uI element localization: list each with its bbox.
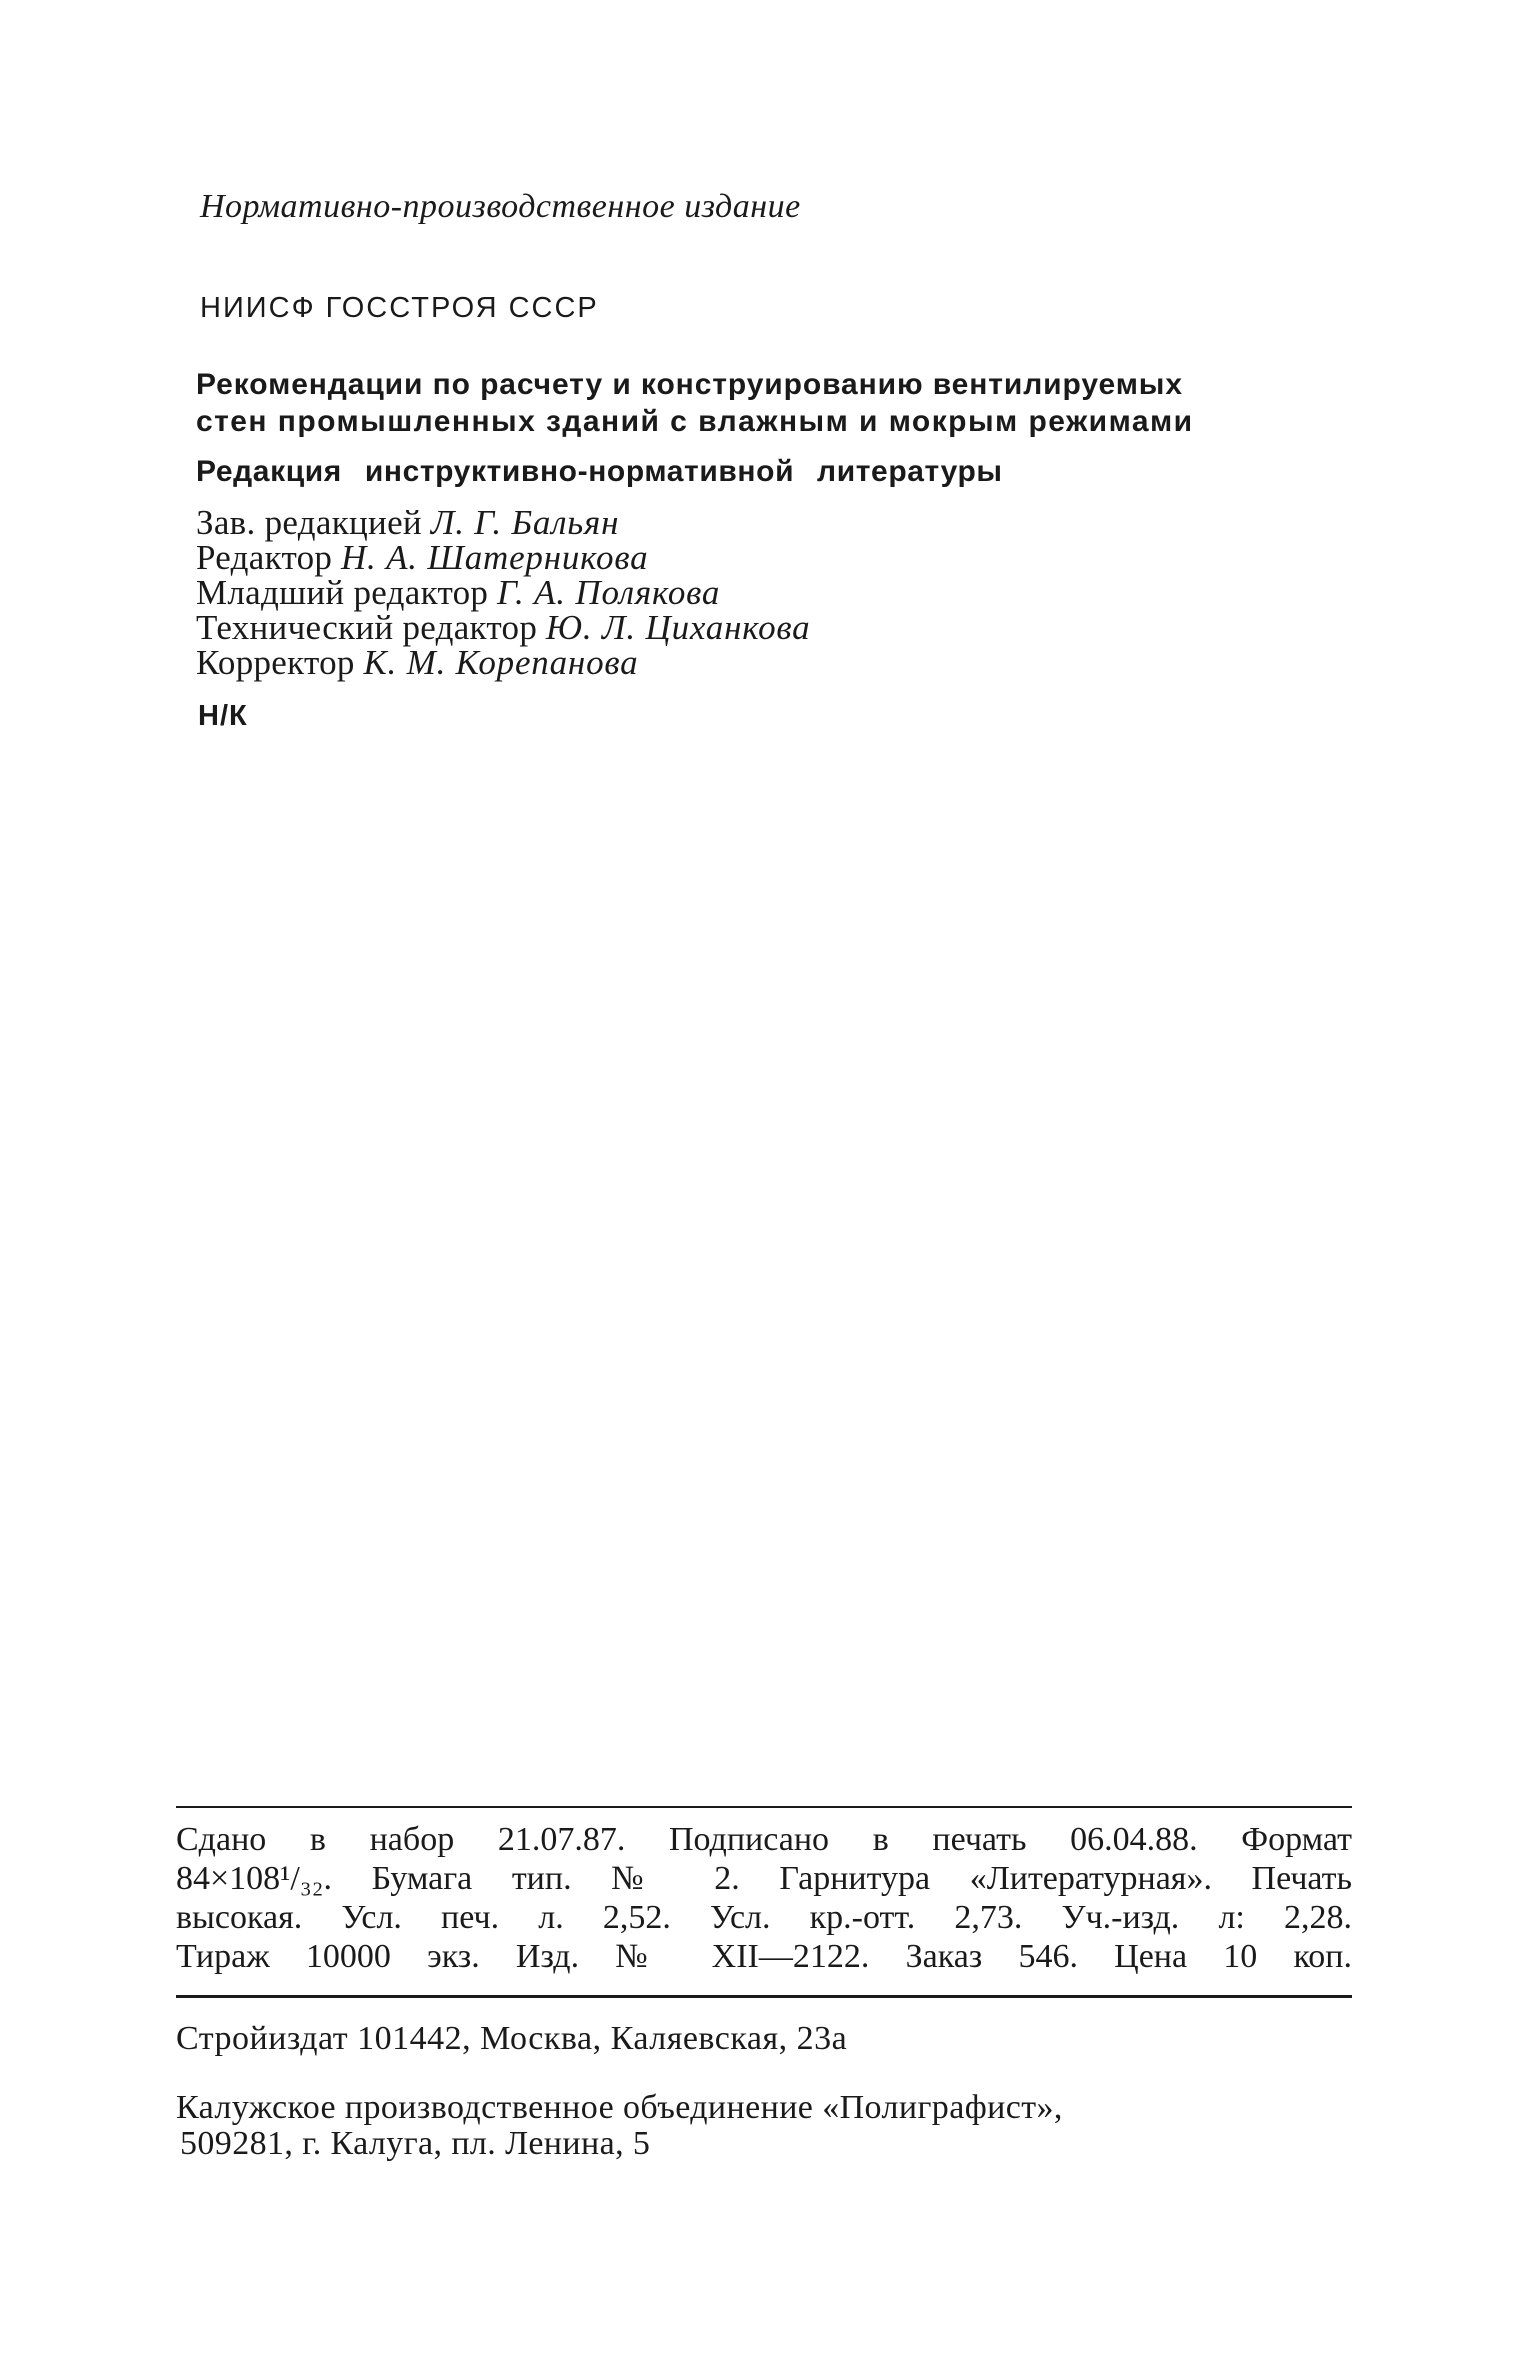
staff-row (196, 575, 810, 610)
print-imprint (176, 1820, 1352, 1976)
redaction-name: Редакция инструктивно-нормативной литературы (196, 455, 1003, 488)
imprint-bottom-rule (176, 1995, 1352, 1998)
printer-line: 509281, г. Калуга, пл. Ленина, 5 (180, 2125, 651, 2162)
organization: НИИСФ ГОССТРОЯ СССР (200, 292, 599, 324)
staff-row (196, 505, 810, 540)
staff-role: Технический редактор (196, 608, 538, 647)
imprint-line: Тираж 10000 экз. Изд. № XII—2122. Заказ 546. Цена 10 коп. (176, 1938, 1352, 1975)
edition-type: Нормативно-производственное издание (200, 188, 801, 225)
staff-name: К. М. Корепанова (363, 643, 639, 682)
title-line: Рекомендации по расчету и конструированию вентилируемых (196, 368, 1183, 401)
staff-role: Редактор (196, 538, 333, 577)
staff-name: Ю. Л. Циханкова (545, 608, 811, 647)
staff-name: Л. Г. Бальян (430, 503, 620, 542)
document-title (196, 366, 1276, 440)
imprint-top-rule (176, 1806, 1352, 1808)
staff-row (196, 645, 810, 680)
staff-role: Корректор (196, 643, 355, 682)
staff-name: Н. А. Шатерникова (340, 538, 649, 577)
staff-name: Г. А. Полякова (496, 573, 721, 612)
printer-line: Калужское производственное объединение «Полиграфист», (176, 2089, 1063, 2126)
imprint-line: Сдано в набор 21.07.87. Подписано в печать 06.04.88. Формат (176, 1821, 1352, 1858)
printer-address (176, 2090, 1063, 2162)
staff-row (196, 540, 810, 575)
staff-role: Младший редактор (196, 573, 489, 612)
editorial-staff (196, 505, 810, 680)
staff-row (196, 610, 810, 645)
imprint-line: высокая. Усл. печ. л. 2,52. Усл. кр.-отт. 2,73. Уч.-изд. л: 2,28. (176, 1899, 1352, 1936)
publisher-address: Стройиздат 101442, Москва, Каляевская, 23а (176, 2020, 848, 2057)
staff-role: Зав. редакцией (196, 503, 422, 542)
imprint-line: 84×108¹/₃₂. Бумага тип. № 2. Гарнитура «Литературная». Печать (176, 1860, 1352, 1897)
nk-mark: Н/К (198, 700, 248, 732)
title-line: стен промышленных зданий с влажным и мокрым режимами (196, 405, 1194, 438)
